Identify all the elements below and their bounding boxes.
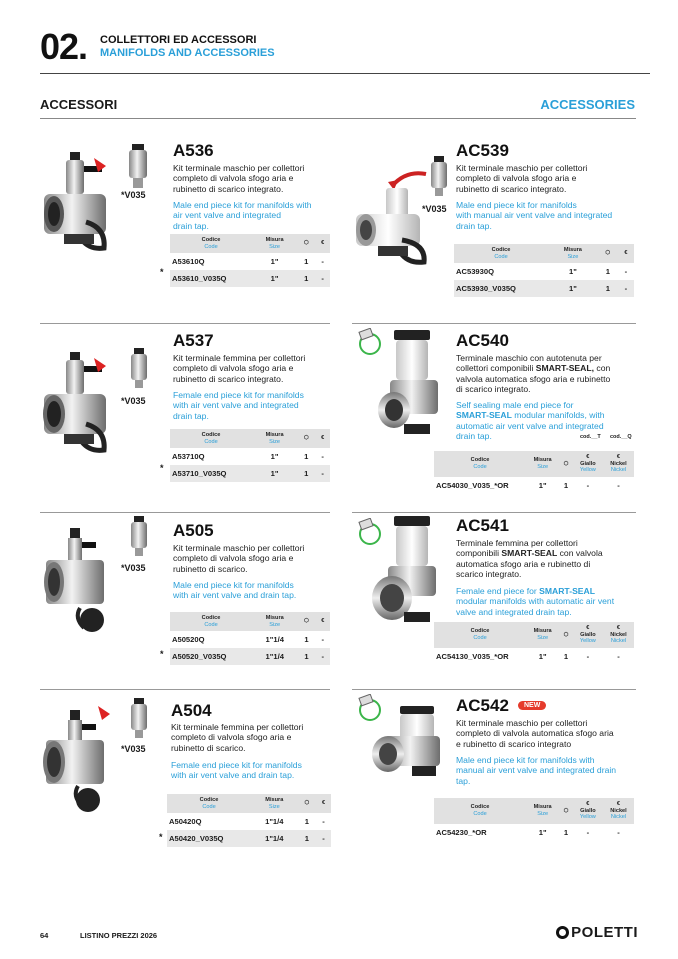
end-piece-image [372,330,452,442]
product-code: AC540 [456,331,509,350]
star-marker: * [160,463,164,473]
table-row: A50420_V035Q 1"1/4 1 - [167,830,331,847]
star-marker: * [159,832,163,842]
end-piece-kit-image [40,702,122,814]
box-icon: ⬡ [559,798,572,824]
section-title-en: ACCESSORIES [540,97,635,112]
description-it: Terminale maschio con autotenuta per collettori componibili SMART-SEAL, con valvola automatica sfogo aria e rubinetto di scarico integrato. [456,353,611,394]
table-row: A53610Q 1" 1 - [172,257,324,266]
description-en: Male end piece kit for manifolds with air vent valve and drain tap. [173,580,297,601]
divider [352,323,636,324]
description-en: Male end piece kit for manifolds with manual air vent valve and integrated drain tap. [456,200,613,231]
star-marker: * [160,649,164,659]
poletti-logo: POLETTI [556,924,638,941]
new-badge: NEW [518,701,546,710]
price-table: Codice Code Misura Size ⬡ € A53710Q 1" 1 - A53710_V035Q 1" 1 - [170,429,330,482]
price-table: Codice Code Misura Size ⬡ € Giallo Yellow € Nickel Nickel AC54230_*OR 1" 1 - - [434,798,634,841]
divider [352,512,636,513]
box-icon: ⬡ [559,451,572,477]
end-piece-kit-image [352,170,438,266]
air-vent-valve-image [128,348,150,388]
box-icon: ⬡ [598,244,618,263]
v035-label: *V035 [121,744,146,754]
section-title-it: ACCESSORI [40,97,118,112]
description-en: Male end piece kit for manifolds with air vent valve and integrated drain tap. [173,200,312,231]
divider [40,689,330,690]
page-number: 64 [40,931,49,940]
air-vent-valve-image [128,516,150,556]
box-icon: ⬡ [297,429,315,448]
description-en: Female end piece for SMART-SEAL modular manifolds with automatic air vent valve and integrated drain tap. [456,586,615,617]
v035-label: *V035 [121,396,146,406]
chapter-title-it: COLLETTORI ED ACCESSORI [100,34,257,46]
table-row: A50420Q 1"1/4 1 - [169,817,325,826]
end-piece-kit-image [40,152,122,256]
box-icon: ⬡ [297,234,315,253]
product-code: A504 [171,701,212,720]
table-row: A50520_V035Q 1"1/4 1 - [170,648,330,665]
table-row: A53710_V035Q 1" 1 - [170,465,330,482]
table-row: A53610_V035Q 1" 1 - [170,270,330,287]
box-icon: ⬡ [559,622,572,648]
price-table: Codice Code Misura Size ⬡ € A53610Q 1" 1 - A53610_V035Q 1" 1 - [170,234,330,287]
divider [40,323,330,324]
v035-label: *V035 [121,563,146,573]
divider [40,512,330,513]
description-it: Kit terminale femmina per collettori completo di valvola sfogo aria e rubinetto di scarico. [171,722,304,753]
table-row: A50520Q 1"1/4 1 - [172,635,325,644]
air-vent-valve-image [128,698,150,738]
v035-label: *V035 [422,204,447,214]
table-row: AC54230_*OR 1" 1 - - [436,827,620,837]
logo-icon [556,926,569,939]
product-code: A536 [173,141,214,160]
description-en: Self sealing male end piece for SMART-SEAL modular manifolds, with automatic air vent valve and integrated drain tap. [456,400,605,441]
end-piece-kit-image [40,528,122,636]
price-table: Codice Code Misura Size ⬡ € AC53930Q 1" 1 - AC53930_V035Q 1" 1 - [454,244,634,297]
product-code: A537 [173,331,214,350]
price-table: Codice Code Misura Size ⬡ € A50420Q 1"1/4 1 - A50420_V035Q 1"1/4 1 - [167,794,331,847]
price-table: Codice Code Misura Size ⬡ € A50520Q 1"1/4 1 - A50520_V035Q 1"1/4 1 - [170,612,330,665]
header-rule [40,73,650,74]
price-table: Codice Code Misura Size ⬡ € Giallo Yellow € Nickel Nickel AC54030_V035_*OR 1" 1 - - [434,451,634,494]
description-it: Kit terminale maschio per collettori completo di valvola automatica sfogo aria e rubinetto di scarico integrato [456,718,614,749]
description-en: Male end piece kit for manifolds with manual air vent valve and integrated drain tap. [456,755,617,786]
description-it: Kit terminale maschio per collettori completo di valvola sfogo aria e rubinetto di scarico. [173,543,305,574]
description-it: Kit terminale maschio per collettori completo di valvola sfogo aria e rubinetto di scarico integrato. [173,163,305,194]
chapter-title-en: MANIFOLDS AND ACCESSORIES [100,47,275,59]
table-row: AC53930_V035Q 1" 1 - [454,280,634,297]
box-icon: ⬡ [298,794,317,813]
price-table: Codice Code Misura Size ⬡ € Giallo Yellow € Nickel Nickel AC54130_V035_*OR 1" 1 - - [434,622,634,665]
description-it: Kit terminale femmina per collettori completo di valvola sfogo aria e rubinetto di scarico integrato. [173,353,306,384]
description-en: Female end piece kit for manifolds with air vent valve and drain tap. [171,760,302,781]
description-it: Kit terminale maschio per collettori completo di valvola sfogo aria e rubinetto di scarico integrato. [456,163,588,194]
star-marker: * [160,267,164,277]
table-row: AC53930Q 1" 1 - [456,267,628,276]
product-code: AC541 [456,516,509,535]
footer-title: LISTINO PREZZI 2026 [80,931,158,940]
air-vent-valve-image [126,144,150,190]
product-code: AC539 [456,141,509,160]
divider [352,689,636,690]
end-piece-image [368,516,454,632]
description-en: Female end piece kit for manifolds with air vent valve and integrated drain tap. [173,390,304,421]
description-it: Terminale femmina per collettori componibili SMART-SEAL con valvola automatica sfogo aria e rubinetto di scarico integrato. [456,538,603,579]
table-row: AC54130_V035_*OR 1" 1 - - [436,651,620,661]
box-icon: ⬡ [297,612,315,631]
product-code: AC542 [456,696,509,715]
code-note-q: cod.__Q [610,434,632,440]
table-row: A53710Q 1" 1 - [172,452,324,461]
section-rule [40,118,636,119]
chapter-number: 02. [40,26,88,67]
code-note-t: cod.__T [580,434,601,440]
product-code: A505 [173,521,214,540]
end-piece-image [370,706,454,786]
end-piece-kit-image [40,352,122,460]
v035-label: *V035 [121,190,146,200]
table-row: AC54030_V035_*OR 1" 1 - - [436,480,620,490]
